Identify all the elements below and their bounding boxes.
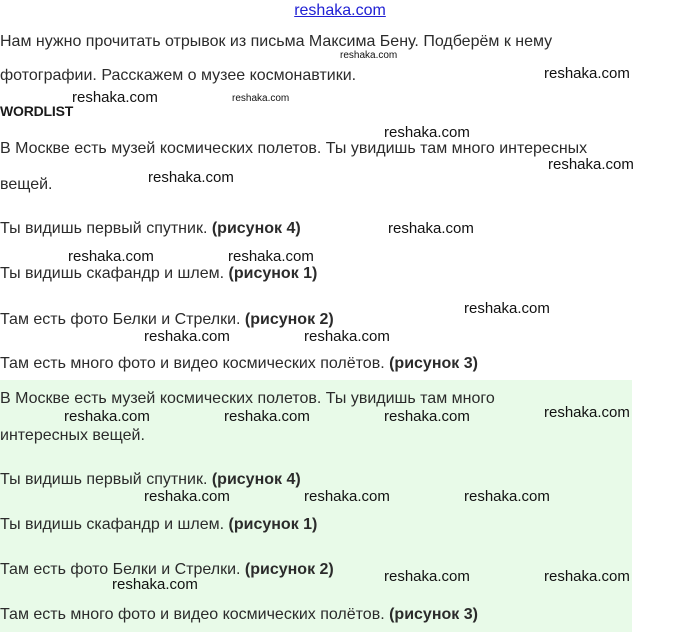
sentence-text: Там есть много фото и видео космических полётов. bbox=[0, 355, 390, 372]
text-sentence-3 bbox=[0, 310, 334, 330]
picture-reference: (рисунок 2) bbox=[244, 561, 334, 578]
watermark: reshaka.com bbox=[544, 568, 630, 585]
answer-sentence-4 bbox=[0, 605, 478, 625]
watermark: reshaka.com bbox=[304, 488, 390, 505]
watermark: reshaka.com bbox=[144, 488, 230, 505]
watermark: reshaka.com bbox=[384, 408, 470, 425]
text-sentence-1 bbox=[0, 219, 301, 239]
watermark: reshaka.com bbox=[232, 93, 290, 104]
intro-line-1: Нам нужно прочитать отрывок из письма Максима Бену. Подберём к нему bbox=[0, 33, 553, 50]
picture-reference: (рисунок 3) bbox=[389, 355, 478, 372]
watermark: reshaka.com bbox=[72, 89, 158, 106]
site-brand-link[interactable]: reshaka.com bbox=[294, 2, 386, 19]
picture-reference: (рисунок 1) bbox=[228, 265, 318, 282]
watermark: reshaka.com bbox=[544, 65, 630, 82]
intro-line-2: фотографии. Расскажем о музее космонавтики. bbox=[0, 67, 357, 84]
picture-reference: (рисунок 4) bbox=[211, 220, 301, 237]
watermark: reshaka.com bbox=[384, 568, 470, 585]
sentence-text: Там есть фото Белки и Стрелки. bbox=[0, 561, 245, 578]
answer-sentence-1 bbox=[0, 470, 301, 490]
watermark: reshaka.com bbox=[148, 169, 234, 186]
watermark: reshaka.com bbox=[388, 220, 474, 237]
watermark: reshaka.com bbox=[64, 408, 150, 425]
watermark: reshaka.com bbox=[304, 328, 390, 345]
picture-reference: (рисунок 2) bbox=[244, 311, 334, 328]
watermark: reshaka.com bbox=[464, 300, 550, 317]
wordlist-heading: WORDLIST bbox=[0, 103, 74, 119]
sentence-text: Там есть фото Белки и Стрелки. bbox=[0, 311, 245, 328]
text-sentence-2 bbox=[0, 264, 317, 284]
picture-reference: (рисунок 3) bbox=[389, 606, 478, 623]
watermark: reshaka.com bbox=[68, 248, 154, 265]
picture-reference: (рисунок 4) bbox=[211, 471, 301, 488]
watermark: reshaka.com bbox=[112, 576, 198, 593]
watermark: reshaka.com bbox=[228, 248, 314, 265]
answer-sentence-2 bbox=[0, 515, 317, 535]
text-sentence-4 bbox=[0, 354, 478, 374]
sentence-text: Ты видишь скафандр и шлем. bbox=[0, 265, 229, 282]
watermark: reshaka.com bbox=[464, 488, 550, 505]
watermark: reshaka.com bbox=[548, 156, 634, 173]
watermark: reshaka.com bbox=[340, 50, 398, 61]
sentence-text: Ты видишь скафандр и шлем. bbox=[0, 516, 229, 533]
text-paragraph-line-2: вещей. bbox=[0, 176, 53, 193]
sentence-text: Там есть много фото и видео космических полётов. bbox=[0, 606, 390, 623]
text-paragraph-line-1: В Москве есть музей космических полетов. Ты увидишь там много интересных bbox=[0, 140, 588, 157]
sentence-text: Ты видишь первый спутник. bbox=[0, 220, 212, 237]
picture-reference: (рисунок 1) bbox=[228, 516, 318, 533]
watermark: reshaka.com bbox=[144, 328, 230, 345]
answer-paragraph-line-2: интересных вещей. bbox=[0, 427, 145, 444]
watermark: reshaka.com bbox=[384, 124, 470, 141]
sentence-text: Ты видишь первый спутник. bbox=[0, 471, 212, 488]
watermark: reshaka.com bbox=[544, 404, 630, 421]
answer-paragraph-line-1: В Москве есть музей космических полетов. Ты увидишь там много bbox=[0, 390, 495, 407]
watermark: reshaka.com bbox=[224, 408, 310, 425]
